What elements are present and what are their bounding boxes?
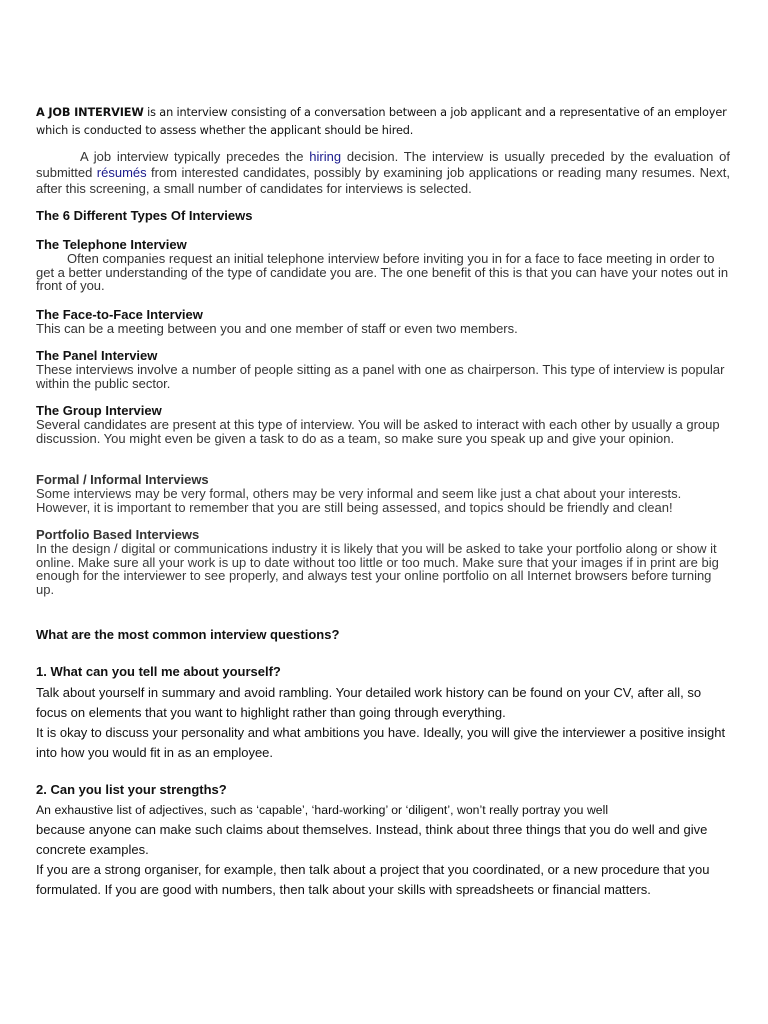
- section-formal-informal-interviews: [36, 473, 730, 514]
- lead-text-2: decision. The interview is usually preceded by the evaluation of submitted: [36, 149, 730, 181]
- answer-paragraph: It is okay to discuss your personality and what ambitions you have. Ideally, you will give the interviewer a positive insight into how you would fit in as an employee.: [36, 725, 726, 760]
- lead-paragraph: [36, 149, 730, 198]
- section-body: Several candidates are present at this type of interview. You will be asked to interact with each other by usually a group discussion. You might even be given a task to do as a team, so make sure you speak up and give your opinion.: [36, 416, 720, 446]
- intro-paragraph: [36, 104, 730, 140]
- section-body: These interviews involve a number of people sitting as a panel with one as chairperson. This type of interview is popular within the public sector.: [36, 361, 725, 391]
- section-face-to-face-interview: [36, 308, 730, 336]
- intro-text: is an interview consisting of a conversation between a job applicant and a representative of an employer which is conducted to assess whether the applicant should be hired.: [36, 106, 727, 137]
- section-panel-interview: [36, 349, 730, 390]
- section-body: In the design / digital or communications industry it is likely that you will be asked to take your portfolio along or show it online. Make sure all your work is up to date without too little or too much. Make sure that your images if in print are big enough for the interviewer to see properly, and always test your online portfolio on all Internet browsers before turning up.: [36, 540, 719, 598]
- question-1: 1. What can you tell me about yourself?: [36, 664, 281, 679]
- section-body: This can be a meeting between you and one member of staff or even two members.: [36, 320, 518, 336]
- section-portfolio-interviews: [36, 528, 730, 597]
- section-heading: Portfolio Based Interviews: [36, 527, 200, 542]
- answer-paragraph: because anyone can make such claims about themselves. Instead, think about three things that you do well and give concrete examples.: [36, 822, 708, 857]
- section-heading: Formal / Informal Interviews: [36, 472, 209, 487]
- section-heading: The Panel Interview: [36, 348, 158, 363]
- section-heading: The Group Interview: [36, 403, 162, 418]
- question-2: 2. Can you list your strengths?: [36, 782, 227, 797]
- section-telephone-interview: [36, 238, 730, 293]
- answer-paragraph: An exhaustive list of adjectives, such as ‘capable’, ‘hard-working’ or ‘diligent’, won’t really portray you well: [36, 803, 609, 817]
- answer-paragraph: If you are a strong organiser, for example, then talk about a project that you coordinated, or a new procedure that you formulated. If you are good with numbers, then talk about your skills with spreadsheets or financial matters.: [36, 862, 710, 897]
- section-heading: The Face-to-Face Interview: [36, 307, 203, 322]
- faq-heading: What are the most common interview questions?: [36, 627, 340, 642]
- section-body: Some interviews may be very formal, others may be very informal and seem like just a chat about your interests. However, it is important to remember that you are still being assessed, and topics should be friendly and clean!: [36, 485, 682, 515]
- types-heading: The 6 Different Types Of Interviews: [36, 208, 253, 223]
- answer-1: [36, 683, 730, 763]
- lead-text-1: A job interview typically precedes the: [80, 149, 310, 164]
- section-heading: The Telephone Interview: [36, 237, 187, 252]
- resumes-link[interactable]: résumés: [96, 165, 147, 181]
- lead-text-3: from interested candidates, possibly by examining job applications or reading many resumes. Next, after this screening, a small number of candidates for interviews is selected.: [36, 165, 730, 197]
- section-body: Often companies request an initial telephone interview before inviting you in for a face to face meeting in order to get a better understanding of the type of candidate you are. The one benefit of this is that you can have your notes out in front of you.: [36, 250, 729, 294]
- answer-paragraph: Talk about yourself in summary and avoid rambling. Your detailed work history can be found on your CV, after all, so focus on elements that you want to highlight rather than going through everything.: [36, 685, 702, 720]
- section-group-interview: [36, 404, 730, 445]
- hiring-link[interactable]: hiring: [309, 149, 342, 164]
- intro-term: A JOB INTERVIEW: [36, 106, 144, 119]
- answer-2: [36, 800, 730, 900]
